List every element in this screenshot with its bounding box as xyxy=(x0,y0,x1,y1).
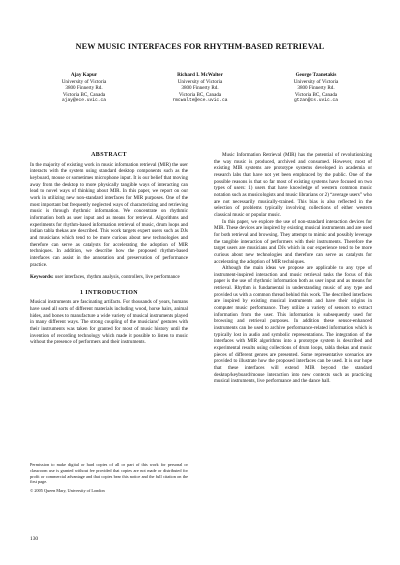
keywords xyxy=(30,274,188,281)
author-affiliation: University of Victoria xyxy=(61,78,107,85)
keywords-text: user interfaces, rhythm analysis, controllers, live performance xyxy=(54,274,180,281)
body-paragraph-2: In this paper, we explore the use of non-standard interaction devices for MIR. These devices are inspired by existing musical instruments and are used for both retrieval and browsing. They attempt to mimic and possibly leverage the tangible interaction of performers with their instruments. Therefore the target users are musicians and DJs which in our experience tend to be more curious about new technologies and therefore can serve as catalysts for accelerating the adoption of MIR techniques. xyxy=(214,218,372,265)
right-column xyxy=(214,152,372,385)
introduction-text: Musical instruments are fascinating artifacts. For thousands of years, humans have used all sorts of different materials including wood, horse hairs, animal hides, and bones to manufacture a wide variety of musical instruments played in many different ways. The strong coupling of the musicians’ gestures with their instruments was taken for granted for most of music history until the invention of recording technology which made it possible to listen to music without the presence of performers and their instruments. xyxy=(30,299,188,346)
abstract-heading: ABSTRACT xyxy=(91,152,127,158)
author-city: Victoria BC, Canada xyxy=(178,91,222,98)
author-block xyxy=(28,72,372,105)
author-name: Ajay Kapur xyxy=(70,72,98,78)
author-affiliation: University of Victoria xyxy=(177,78,223,85)
section-heading-introduction: 1 INTRODUCTION xyxy=(79,289,139,296)
body-paragraph-3: Although the main ideas we propose are applicable to any type of instrument-inspired interaction and music retrieval tasks the focus of this paper is the use of rhythmic information both as user input and as means for retrieval. Rhythm is fundamental in understanding music of any type and provided us with a common thread behind this work. The described interfaces are inspired by existing musical instruments and have their origins in computer music performance. They utilize a variety of sensors to extract information from the user. This information is subsequently used for browsing and retrieval purposes. In addition these sensor-enhanced instruments can be used to archive performance-related information which is typically lost in audio and symbolic representations. The integration of the interfaces with MIR algorithms into a prototype system is described and experimental results using collections of drum loops, tabla thekas and music pieces of different genres are presented. Some representative scenarios are provided to illustrate how the proposed interfaces can be used. It is our hope that these interfaces will extend MIR beyond the standard desktop/keyboard/mouse interaction into new contexts such as practicing musical instruments, live performance and the dance hall. xyxy=(214,265,372,385)
author-email: rmcwalte@ece.uvic.ca xyxy=(172,98,228,104)
body-paragraph-1: Music Information Retrieval (MIR) has the potential of revolutionizing the way music is produced, archived and consumed. However, most of existing MIR systems are prototype systems developed in academia or research labs that have not yet been emphraced by the public. One of the possible reasons is that so far most of existing systems have focused on two types of users: 1) users that have knowledge of western common music notation such as musicologists and music librarians or 2) “average users” who are not necessarily musically-trained. This bias is also reflected in the selection of problems typically involving collections of either western classical music or popular music. xyxy=(214,152,372,218)
paper-title: NEW MUSIC INTERFACES FOR RHYTHM-BASED RETRIEVAL xyxy=(75,42,325,51)
permission-notice xyxy=(30,462,188,494)
author-2 xyxy=(144,72,256,105)
author-name: George Tzanetakis xyxy=(295,72,337,78)
left-column xyxy=(30,152,188,346)
author-address: 3800 Finnerty Rd. xyxy=(181,85,219,92)
author-name: Richard I. McWalter xyxy=(177,72,223,78)
permission-text: Permission to make digital or hard copies of all or part of this work for personal or classroom use is granted without fee provided that copies are not made or distributed for profit or commercial advantage and that copies bear this notice and the full citation on the first page. xyxy=(30,462,188,485)
page-number: 130 xyxy=(30,536,39,542)
author-city: Victoria BC, Canada xyxy=(62,91,106,98)
author-affiliation: University of Victoria xyxy=(293,78,339,85)
author-email: ajay@ece.uvic.ca xyxy=(61,98,107,104)
author-address: 3800 Finnerty Rd. xyxy=(65,85,103,92)
author-1 xyxy=(28,72,140,105)
copyright-text: © 2005 Queen Mary, University of London xyxy=(30,488,105,494)
author-email: gtzan@cs.uvic.ca xyxy=(293,98,339,104)
keywords-label: Keywords: xyxy=(30,274,54,281)
abstract-text: In the majority of existing work in music information retrieval (MIR) the user interacts with the system using standard desktop components such as the keyboard, mouse or sometimes microphone input. It is our belief that moving away from the desktop to more physically tangible ways of interacting can lead to novel ways of thinking about MIR. In this paper, we report on our work in utilizing new non-standard interfaces for MIR purposes. One of the most important but frequently neglected ways of characterizing and retrieving music is through rhythmic information. We concentrate on rhythmic information both as user input and as means for retrieval. Algorithms and experiments for rhythm-based information retrieval of music, drum loops and indian tabla thekas are described. This work targets expert users such as DJs and musicians which tend to be more curious about new technologies and therefore can serve as catalysts for accelerating the adoption of MIR techniques. In addition, we describe how the proposed rhythm-based interfaces can assist in the annotation and preservation of performance practice. xyxy=(30,161,188,268)
author-address: 3800 Finnerty Rd. xyxy=(297,85,335,92)
author-city: Victoria BC, Canada xyxy=(294,91,338,98)
author-3 xyxy=(260,72,372,105)
